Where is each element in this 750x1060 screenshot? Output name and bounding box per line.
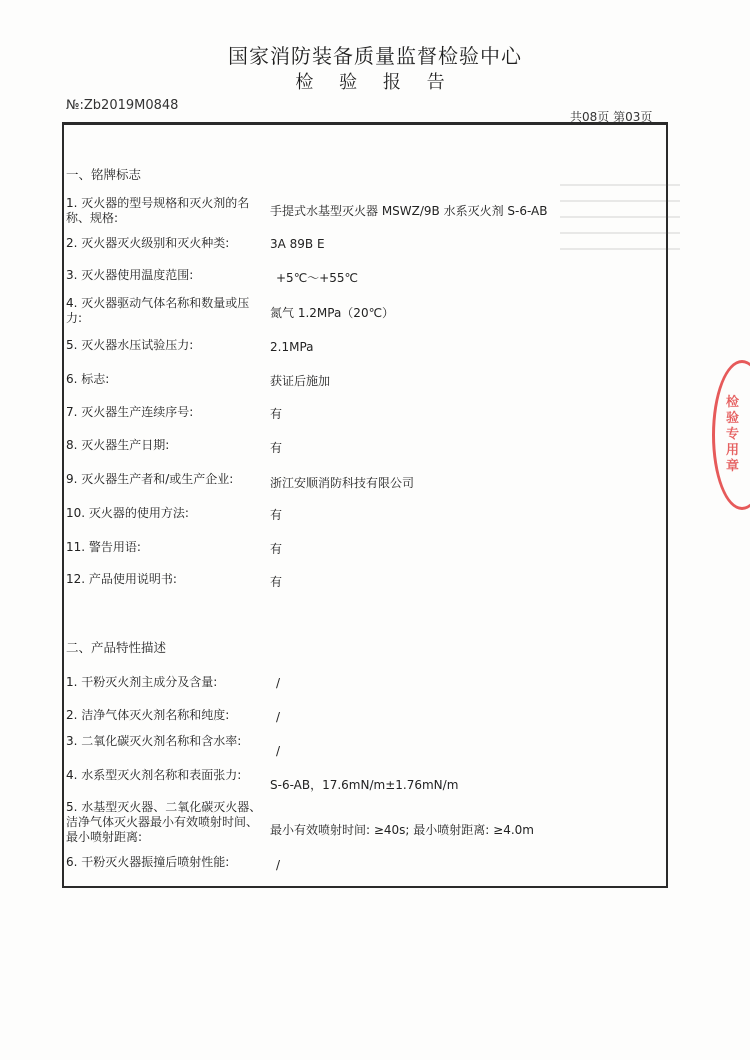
row-value: 有 xyxy=(270,441,283,455)
row-label: 7. 灭火器生产连续序号: xyxy=(66,405,194,419)
row-value: 有 xyxy=(270,542,283,556)
report-number: №:Zb2019M0848 xyxy=(66,98,179,113)
row-label: 2. 灭火器灭火级别和灭火种类: xyxy=(66,236,230,250)
row-value: 获证后施加 xyxy=(270,374,331,388)
row-value: 最小有效喷射时间: ≥40s; 最小喷射距离: ≥4.0m xyxy=(270,823,534,837)
row-value: / xyxy=(276,676,281,690)
row-value: S-6-AB，17.6mN/m±1.76mN/m xyxy=(270,778,459,792)
seal-text-fragment: 检 验 专 用 章 xyxy=(726,395,740,474)
row-label: 12. 产品使用说明书: xyxy=(66,572,177,586)
row-label: 11. 警告用语: xyxy=(66,540,141,554)
section-title-characteristics: 二、产品特性描述 xyxy=(66,640,167,655)
section-title-nameplate: 一、铭牌标志 xyxy=(66,167,142,182)
row-label: 1. 灭火器的型号规格和灭火剂的名称、规格: xyxy=(66,196,250,225)
row-label: 5. 水基型灭火器、二氧化碳灭火器、洁净气体灭火器最小有效喷射时间、最小喷射距离: xyxy=(66,800,262,844)
row-value: 有 xyxy=(270,575,283,589)
row-label: 3. 二氧化碳灭火剂名称和含水率: xyxy=(66,734,242,748)
row-label: 10. 灭火器的使用方法: xyxy=(66,506,189,520)
row-label: 6. 干粉灭火器振撞后喷射性能: xyxy=(66,855,230,869)
row-value: 3A 89B E xyxy=(270,237,325,251)
row-label: 8. 灭火器生产日期: xyxy=(66,438,170,452)
page-info: 共08页 第03页 xyxy=(570,110,653,124)
row-value: +5℃～+55℃ xyxy=(276,271,358,285)
row-value: 浙江安顺消防科技有限公司 xyxy=(270,476,415,490)
row-label: 1. 干粉灭火剂主成分及含量: xyxy=(66,675,218,689)
bleed-through-marks xyxy=(560,170,680,280)
row-value: / xyxy=(276,710,281,724)
row-value: 有 xyxy=(270,508,283,522)
row-label: 6. 标志: xyxy=(66,372,110,386)
row-label: 2. 洁净气体灭火剂名称和纯度: xyxy=(66,708,230,722)
row-value: / xyxy=(276,858,281,872)
row-value: 手提式水基型灭火器 MSWZ/9B 水系灭火剂 S-6-AB xyxy=(270,204,548,218)
row-label: 4. 灭火器驱动气体名称和数量或压力: xyxy=(66,296,250,325)
row-label: 3. 灭火器使用温度范围: xyxy=(66,268,194,282)
row-value: 2.1MPa xyxy=(270,340,314,354)
row-label: 4. 水系型灭火剂名称和表面张力: xyxy=(66,768,242,782)
doc-type-title: 检 验 报 告 xyxy=(295,72,455,93)
row-value: / xyxy=(276,744,281,758)
row-label: 5. 灭火器水压试验压力: xyxy=(66,338,194,352)
row-value: 有 xyxy=(270,407,283,421)
org-title: 国家消防装备质量监督检验中心 xyxy=(228,44,522,68)
row-label: 9. 灭火器生产者和/或生产企业: xyxy=(66,472,234,486)
row-value: 氮气 1.2MPa（20℃） xyxy=(270,306,395,320)
